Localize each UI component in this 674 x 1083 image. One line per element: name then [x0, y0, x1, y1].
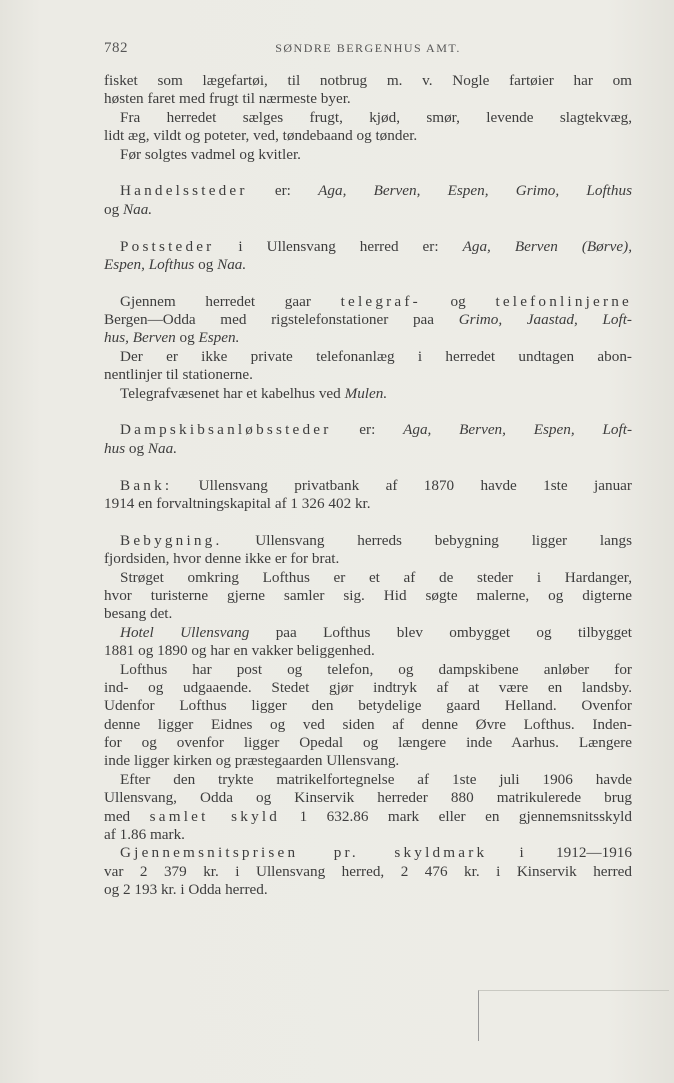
text-line: Udenfor Lofthus ligger den betydelige gaard Helland. Ovenfor: [104, 697, 632, 715]
text-line: [104, 440, 632, 458]
text-line: høsten faret med frugt til nærmeste byer.: [104, 90, 351, 108]
paragraph-fisket: [104, 72, 632, 109]
paragraph-poststeder: [104, 238, 632, 275]
text-line: Strøget omkring Lofthus er et af de steder i Hardanger,: [120, 568, 632, 586]
page-number: 782: [104, 40, 128, 56]
text-line: af 1.86 mark.: [104, 826, 185, 844]
text-line: Efter den trykte matrikelfortegnelse af 1ste juli 1906 havde: [120, 770, 632, 788]
text-span: Bergen—Odda med rigstelefonstationer paa: [104, 311, 459, 329]
paragraph-handelssteder: [104, 182, 632, 219]
section-label: Handelssteder: [120, 182, 248, 200]
text-line: [104, 844, 632, 862]
text-line: [104, 293, 632, 311]
text-span: Ullensvang privatbank af 1870 havde 1ste januar: [172, 476, 632, 494]
place-names: Espen.: [198, 329, 240, 347]
place-names: Grimo, Jaastad, Loft-: [458, 311, 632, 329]
section-label: Poststeder: [120, 237, 215, 255]
section-label: Dampskibsanløbssteder: [120, 421, 332, 439]
paragraph-gjennemsnit: [104, 844, 632, 899]
text-line: [104, 256, 632, 274]
text-line: denne ligger Eidnes og ved siden af denne Øvre Lofthus. Inden-: [104, 715, 632, 733]
page-header: [104, 40, 632, 60]
paragraph-matrikel: [104, 771, 632, 845]
text-line: [104, 808, 632, 826]
place-names: Espen, Lofthus: [104, 255, 195, 273]
place-names: Aga, Berven (Børve),: [462, 237, 632, 255]
spaced-term: telegraf-: [340, 292, 421, 310]
section-label: Bank:: [120, 476, 173, 494]
place-names: Naa.: [147, 439, 178, 457]
paragraph-for-solgtes: [104, 146, 632, 164]
text-line: nentlinjer til stationerne.: [104, 366, 253, 384]
text-line: [104, 421, 632, 439]
text-span: 1 632.86 mark eller en gjennemsnitsskyld: [280, 807, 632, 825]
place-names: hus, Berven: [104, 329, 176, 347]
text-line: Der er ikke private telefonanlæg i herredet undtagen abon-: [120, 347, 632, 365]
text-span: er:: [331, 421, 404, 439]
paragraph-kabelhus: [104, 385, 632, 403]
text-line: 1914 en forvaltningskapital af 1 326 402 kr.: [104, 494, 371, 512]
text-span: og: [194, 255, 218, 273]
paragraph-lofthus: [104, 661, 632, 771]
text-span: paa Lofthus blev ombygget og tilbygget: [249, 623, 632, 641]
spaced-term: Gjennemsnitsprisen pr. skyldmark: [120, 844, 488, 862]
paragraph-stroget: [104, 569, 632, 624]
hotel-name: Hotel Ullensvang: [120, 623, 250, 641]
text-span: Gjennem herredet gaar: [120, 292, 341, 310]
place-names: Naa.: [122, 200, 153, 218]
spaced-term: samlet skyld: [149, 807, 281, 825]
text-line: Lofthus har post og telefon, og dampskibene anløber for: [120, 660, 632, 678]
text-line: fjordsiden, hvor denne ikke er for brat.: [104, 550, 340, 568]
text-line: 1881 og 1890 og har en vakker beliggenhed.: [104, 642, 375, 660]
text-span: og: [175, 329, 199, 347]
text-line: Før solgtes vadmel og kvitler.: [120, 145, 301, 163]
paragraph-dampskib: [104, 421, 632, 458]
text-line: besang det.: [104, 605, 173, 623]
text-line: hvor turisterne gjerne samler sig. Hid søgte malerne, og digterne: [104, 586, 632, 604]
section-label: Bebygning.: [120, 531, 223, 549]
text-span: og: [125, 439, 148, 457]
text-span: i 1912—1916: [487, 844, 632, 862]
paragraph-bebygning: [104, 532, 632, 569]
text-line: inde ligger kirken og præstegaarden Ullensvang.: [104, 752, 400, 770]
page-body: [104, 72, 632, 900]
text-span: i Ullensvang herred er:: [214, 237, 463, 255]
paragraph-private: [104, 348, 632, 385]
place-names: Mulen.: [344, 384, 388, 402]
text-line: [104, 532, 632, 550]
page-tab-mark: [478, 990, 669, 1041]
text-span: er:: [247, 182, 319, 200]
text-line: [104, 182, 632, 200]
paragraph-bank: [104, 477, 632, 514]
text-line: [104, 201, 632, 219]
paragraph-hotel: [104, 624, 632, 661]
text-line: og 2 193 kr. i Odda herred.: [104, 881, 268, 899]
text-span: og: [420, 292, 496, 310]
text-line: Fra herredet sælges frugt, kjød, smør, levende slagtekvæg,: [120, 108, 632, 126]
text-line: [104, 477, 632, 495]
place-names: Aga, Berven, Espen, Loft-: [403, 421, 632, 439]
paragraph-telegraf: [104, 293, 632, 348]
text-span: Ullensvang herreds bebygning ligger langs: [222, 531, 632, 549]
place-names: Naa.: [217, 255, 247, 273]
place-names: hus: [104, 439, 126, 457]
place-names: Aga, Berven, Espen, Grimo, Lofthus: [318, 182, 632, 200]
text-span: med: [104, 807, 150, 825]
text-line: [104, 329, 632, 347]
text-line: fisket som lægefartøi, til notbrug m. v. Nogle fartøier har om: [104, 72, 632, 89]
text-line: var 2 379 kr. i Ullensvang herred, 2 476 kr. i Kinservik herred: [104, 862, 632, 880]
text-line: [104, 624, 632, 642]
text-line: for og ovenfor ligger Opedal og længere inde Aarhus. Længere: [104, 734, 632, 752]
text-line: lidt æg, vildt og poteter, ved, tøndebaand og tønder.: [104, 127, 418, 145]
text-span: Telegrafvæsenet har et kabelhus ved: [120, 384, 345, 402]
running-title: SØNDRE BERGENHUS AMT.: [275, 41, 461, 55]
text-line: Ullensvang, Odda og Kinservik herreder 880 matrikulerede brug: [104, 789, 632, 807]
text-line: ind- og udgaaende. Stedet gjør indtryk af at være en landsby.: [104, 678, 632, 696]
paragraph-fra-herredet: [104, 109, 632, 146]
text-span: og: [104, 200, 123, 218]
text-line: [104, 238, 632, 256]
text-line: [104, 311, 632, 329]
spaced-term: telefonlinjerne: [495, 292, 632, 310]
text-line: [104, 385, 632, 403]
